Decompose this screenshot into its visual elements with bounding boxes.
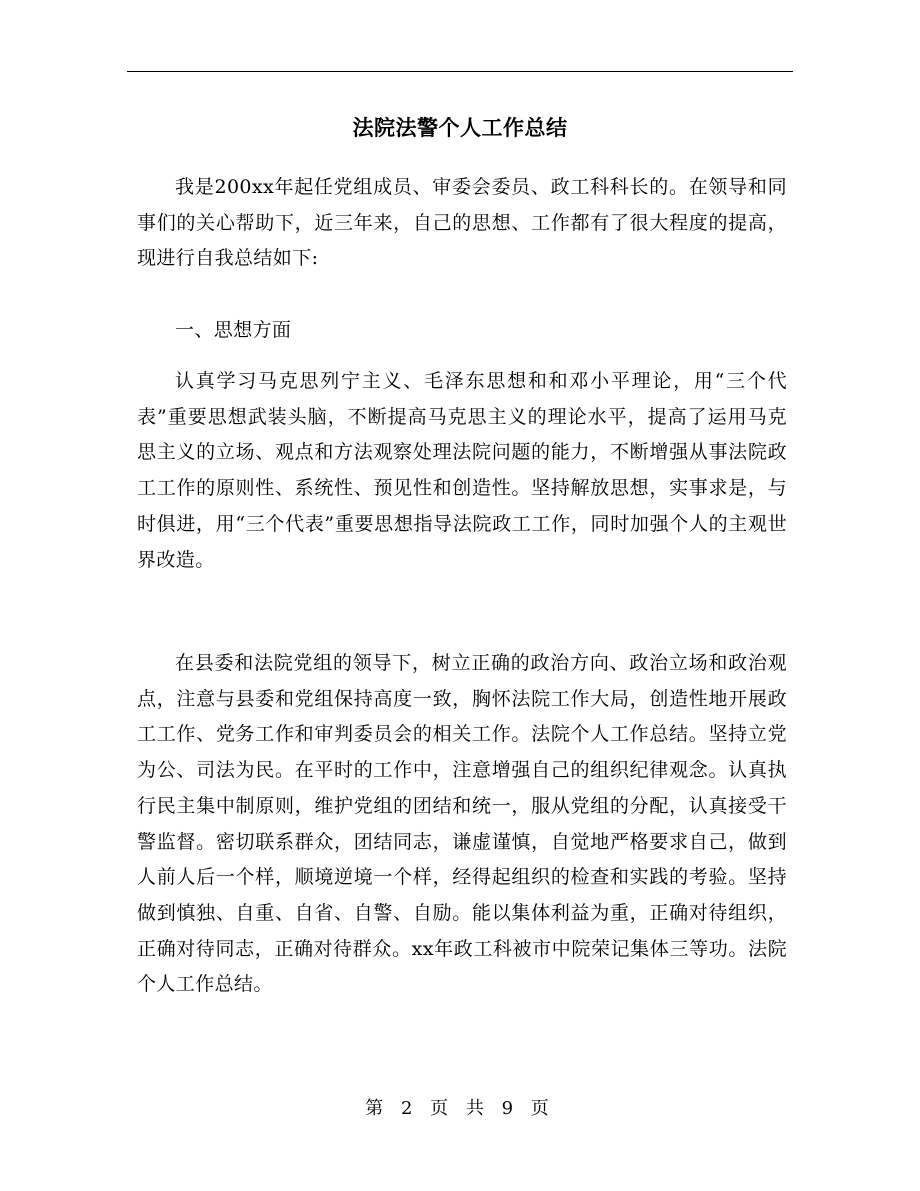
header-rule xyxy=(127,71,793,72)
paragraph-intro: 我是200xx年起任党组成员、审委会委员、政工科科长的。在领导和同事们的关心帮助下，近三年来，自己的思想、工作都有了很大程度的提高，现进行自我总结如下: xyxy=(137,176,787,270)
document-title: 法院法警个人工作总结 xyxy=(352,115,568,140)
section-heading-thought: 一、思想方面 xyxy=(175,319,292,341)
page-number: 第 2 页 共 9 页 xyxy=(365,1098,555,1119)
paragraph-leadership: 在县委和法院党组的领导下，树立正确的政治方向、政治立场和政治观点，注意与县委和党组保持高度一致，胸怀法院工作大局，创造性地开展政工工作、党务工作和审判委员会的相关工作。法院个人工作总结。坚持立党为公、司法为民。在平时的工作中，注意增强自己的组织纪律观念。认真执行民主集中制原则，维护党组的团结和统一，服从党组的分配，认真接受干警监督。密切联系群众，团结同志，谦虚谨慎，自觉地严格要求自己，做到人前人后一个样，顺境逆境一个样，经得起组织的检查和实践的考验。坚持做到慎独、自重、自省、自警、自励。能以集体利益为重，正确对待组织，正确对待同志，正确对待群众。xx年政工科被市中院荣记集体三等功。法院个人工作总结。 xyxy=(137,652,787,996)
paragraph-study: 认真学习马克思列宁主义、毛泽东思想和和邓小平理论，用“三个代表”重要思想武装头脑，不断提高马克思主义的理论水平，提高了运用马克思主义的立场、观点和方法观察处理法院问题的能力，不断增强从事法院政工工作的原则性、系统性、预见性和创造性。坚持解放思想，实事求是，与时俱进，用“三个代表”重要思想指导法院政工工作，同时加强个人的主观世界改造。 xyxy=(137,370,787,571)
